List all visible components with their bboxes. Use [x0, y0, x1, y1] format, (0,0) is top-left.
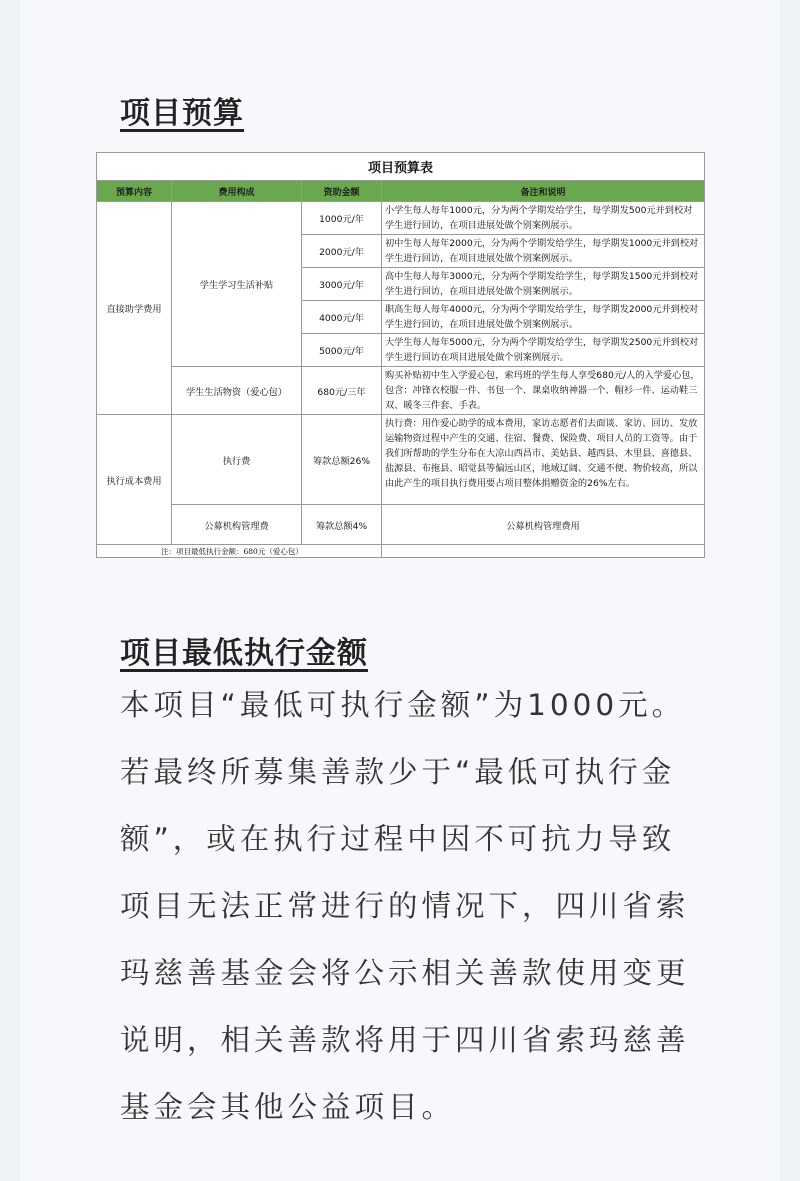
note-cell: 高中生每人每年3000元，分为两个学期发给学生，每学期发1500元并到校对学生进行回访，在项目进展处做个别案例展示。 [382, 268, 705, 301]
amount-cell: 5000元/年 [302, 334, 382, 367]
cost-item-mgmt-fee: 公募机构管理费 [172, 505, 302, 545]
page [20, 0, 780, 1181]
amount-cell: 筹款总额4% [302, 505, 382, 545]
note-cell: 公募机构管理费用 [382, 505, 705, 545]
table-title: 项目预算表 [97, 153, 705, 181]
cost-item-supplies: 学生生活物资（爱心包） [172, 367, 302, 415]
budget-table [96, 152, 704, 558]
note-cell: 购买补贴初中生入学爱心包，索玛班的学生每人享受680元/人的入学爱心包，包含：冲锋衣校服一件、书包一个、课桌收纳神器一个、帽衫一件、运动鞋三双、暖冬三件套、手表。 [382, 367, 705, 415]
header-cell: 预算内容 [97, 181, 172, 202]
section-title-minimum-amount: 项目最低执行金额 [120, 636, 368, 671]
amount-cell: 筹款总额26% [302, 415, 382, 505]
amount-cell: 3000元/年 [302, 268, 382, 301]
table-row [97, 367, 705, 415]
header-cell: 备注和说明 [382, 181, 705, 202]
note-cell: 初中生每人每年2000元，分为两个学期发给学生，每学期发1000元并到校对学生进行回访，在项目进展处做个别案例展示。 [382, 235, 705, 268]
footnote-empty-cell [382, 545, 705, 558]
amount-cell: 1000元/年 [302, 202, 382, 235]
group-execution-cost: 执行成本费用 [97, 415, 172, 545]
cost-item-living-subsidy: 学生学习生活补贴 [172, 202, 302, 367]
table-footnote: 注：项目最低执行金额：680元（爱心包） [97, 545, 382, 558]
table-row [97, 415, 705, 505]
minimum-amount-paragraph: 本项目“最低可执行金额”为1000元。若最终所募集善款少于“最低可执行金额”，或在执行过程中因不可抗力导致项目无法正常进行的情况下，四川省索玛慈善基金会将公示相关善款使用变更说明，相关善款将用于四川省索玛慈善基金会其他公益项目。 [120, 688, 690, 1124]
table-footnote-row [97, 545, 705, 558]
header-cell: 费用构成 [172, 181, 302, 202]
header-cell: 资助金额 [302, 181, 382, 202]
group-direct-aid: 直接助学费用 [97, 202, 172, 415]
table-row [97, 202, 705, 235]
note-cell: 执行费：用作爱心助学的成本费用，家访志愿者们去面谈、家访、回访、发放运输物资过程中产生的交通、住宿、餐费、保险费、项目人员的工资等。由于我们所帮助的学生分布在大凉山西昌市、美姑县、越西县、木里县、喜德县、盐源县、布拖县、昭觉县等偏远山区，地域辽阔、交通不便、物价较高，所以由此产生的项目执行费用要占项目整体捐赠资金的26%左右。 [382, 415, 705, 505]
amount-cell: 4000元/年 [302, 301, 382, 334]
cost-item-exec-fee: 执行费 [172, 415, 302, 505]
note-cell: 职高生每人每年4000元，分为两个学期发给学生，每学期发2000元并到校对学生进行回访，在项目进展处做个别案例展示。 [382, 301, 705, 334]
note-cell: 小学生每人每年1000元，分为两个学期发给学生，每学期发500元并到校对学生进行回访，在项目进展处做个别案例展示。 [382, 202, 705, 235]
section-title-budget: 项目预算 [120, 96, 244, 131]
table-row [97, 505, 705, 545]
amount-cell: 680元/三年 [302, 367, 382, 415]
note-cell: 大学生每人每年5000元，分为两个学期发给学生，每学期发2500元并到校对学生进行回访在项目进展处做个别案例展示。 [382, 334, 705, 367]
table-header-row [97, 181, 705, 202]
amount-cell: 2000元/年 [302, 235, 382, 268]
